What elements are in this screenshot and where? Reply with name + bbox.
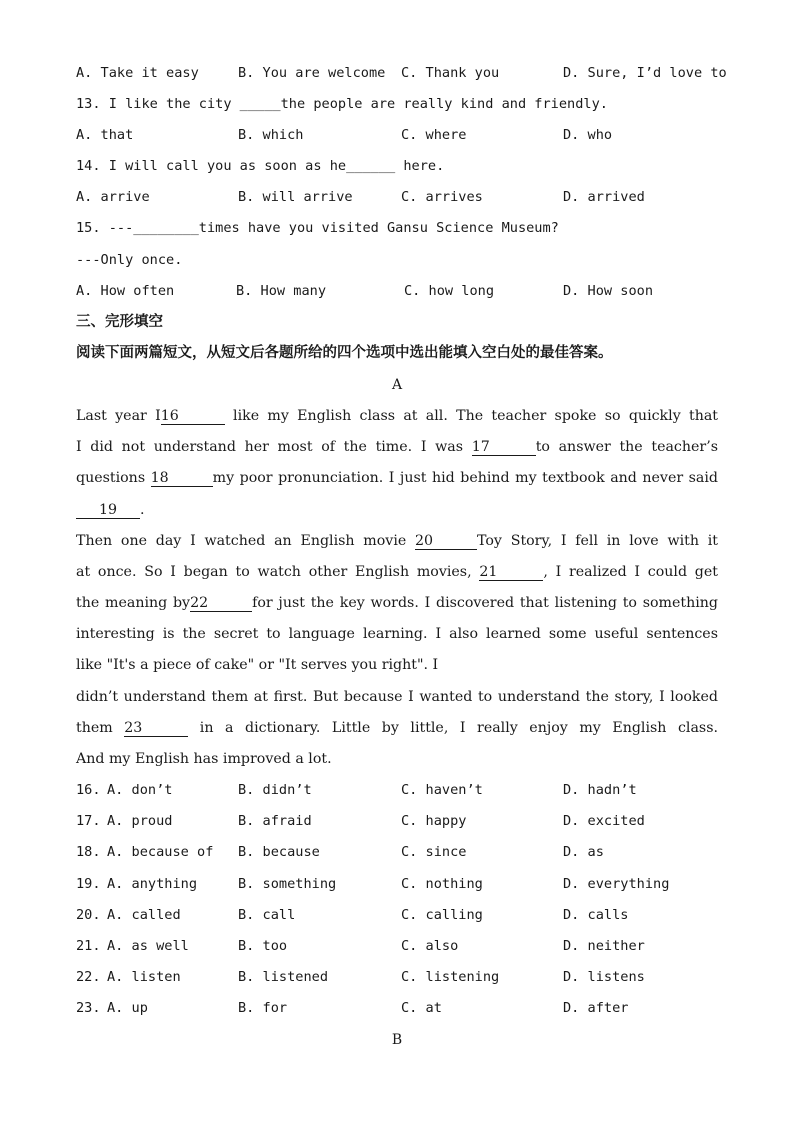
question-option: C. happy — [401, 813, 467, 830]
q12-option-b: B. You are welcome — [238, 65, 386, 81]
question-option: A. up — [107, 1000, 148, 1017]
question-number: 22. — [76, 969, 101, 986]
q13-option-b: B. which — [238, 127, 304, 143]
q15-option-d: D. How soon — [563, 283, 654, 299]
q15-option-b: B. How many — [236, 283, 327, 299]
question-option: B. too — [238, 938, 288, 954]
text: my poor pronunciation. I just hid behind my textbook and never said — [212, 470, 718, 486]
passage-a-line-12: And my English has improved a lot. — [76, 751, 332, 767]
question-option: D. hadn’t — [563, 782, 637, 798]
question-option: B. because — [238, 844, 320, 861]
passage-a-line-2 — [76, 437, 718, 457]
text: questions — [76, 470, 146, 486]
text: . — [140, 502, 145, 518]
question-number: 20. — [76, 906, 101, 923]
q14-stem: 14. I will call you as soon as he______ here. — [76, 158, 445, 174]
text: I did not understand her most of the time. I was — [76, 439, 464, 455]
passage-a-line-6 — [76, 562, 718, 582]
q14-option-c: C. arrives — [401, 189, 483, 205]
text: at once. So I began to watch other English movies, — [76, 564, 472, 580]
passage-a-line-1 — [76, 406, 718, 426]
q12-option-d: D. Sure, I’d love to — [563, 65, 727, 81]
text: the meaning by — [76, 595, 191, 611]
q15-reply: ---Only once. — [76, 252, 183, 268]
blank-21: 21 — [479, 564, 543, 581]
q14-option-d: D. arrived — [563, 189, 645, 205]
question-option: A. as well — [107, 938, 189, 954]
question-number: 23. — [76, 1000, 101, 1017]
q13-stem: 13. I like the city _____the people are really kind and friendly. — [76, 96, 608, 112]
question-option: C. nothing — [401, 875, 483, 892]
blank-17: 17 — [472, 439, 536, 456]
q12-option-a: A. Take it easy — [76, 65, 199, 81]
text: to answer the teacher’s — [535, 439, 718, 455]
question-option: C. also — [401, 938, 459, 954]
passage-a-line-7 — [76, 593, 718, 613]
q14-option-a: A. arrive — [76, 189, 150, 205]
question-number: 18. — [76, 844, 101, 861]
q15-option-a: A. How often — [76, 283, 175, 299]
text: Last year I — [76, 408, 161, 424]
question-option: C. since — [401, 844, 467, 861]
section-instruction: 阅读下面两篇短文，从短文后各题所给的四个选项中选出能填入空白处的最佳答案。 — [76, 345, 613, 361]
q13-option-a: A. that — [76, 127, 134, 143]
question-option: A. anything — [107, 875, 198, 892]
passage-a-line-5 — [76, 531, 718, 551]
question-option: C. calling — [401, 906, 483, 923]
question-option: D. as — [563, 844, 604, 861]
blank-18: 18 — [151, 470, 213, 487]
passage-a-label: A — [391, 377, 403, 393]
question-option: C. at — [401, 1000, 442, 1017]
question-option: C. listening — [401, 969, 500, 986]
q14-option-b: B. will arrive — [238, 189, 353, 205]
question-option: A. because of — [107, 844, 214, 861]
question-option: B. for — [238, 1000, 288, 1017]
blank-16: 16 — [161, 408, 225, 425]
q12-option-c: C. Thank you — [401, 65, 500, 81]
passage-a-line-9: like "It's a piece of cake" or "It serves you right". I — [76, 657, 439, 673]
passage-a-line-11 — [76, 718, 718, 738]
question-option: B. didn’t — [238, 782, 312, 798]
question-option: B. something — [238, 875, 337, 892]
question-option: A. proud — [107, 813, 173, 830]
passage-a-line-4 — [76, 500, 718, 520]
blank-19: 19 — [76, 502, 140, 519]
question-option: C. haven’t — [401, 782, 483, 798]
text: in a dictionary. Little by little, I really enjoy my English class. — [199, 720, 718, 736]
blank-23: 23 — [124, 720, 188, 737]
question-option: D. everything — [563, 875, 670, 892]
passage-a-line-3 — [76, 468, 718, 488]
question-option: B. afraid — [238, 813, 312, 830]
question-option: A. listen — [107, 969, 181, 986]
text: , I realized I could get — [543, 564, 718, 580]
text: like my English class at all. The teacher spoke so quickly that — [233, 408, 719, 424]
q15-stem: 15. ---________times have you visited Gansu Science Museum? — [76, 220, 559, 236]
question-option: B. call — [238, 906, 296, 923]
question-option: D. listens — [563, 969, 645, 986]
question-option: A. don’t — [107, 782, 173, 798]
passage-a-line-10: didn’t understand them at first. But because I wanted to understand the story, I looked — [76, 689, 718, 705]
question-number: 19. — [76, 875, 101, 892]
question-option: B. listened — [238, 969, 329, 986]
q15-option-c: C. how long — [404, 283, 495, 299]
passage-b-label: B — [391, 1032, 403, 1048]
question-option: D. neither — [563, 938, 645, 954]
question-option: D. excited — [563, 813, 645, 830]
blank-22: 22 — [190, 595, 252, 612]
question-number: 17. — [76, 813, 101, 830]
question-option: D. calls — [563, 906, 629, 923]
q13-option-c: C. where — [401, 127, 467, 143]
passage-a-line-8: interesting is the secret to language learning. I also learned some useful sentences — [76, 626, 718, 642]
text: them — [76, 720, 113, 736]
section-title: 三、完形填空 — [76, 314, 163, 330]
question-number: 16. — [76, 782, 101, 798]
question-option: A. called — [107, 906, 181, 923]
question-option: D. after — [563, 1000, 629, 1017]
text: Then one day I watched an English movie — [76, 533, 407, 549]
question-number: 21. — [76, 938, 101, 954]
blank-20: 20 — [415, 533, 477, 550]
q13-option-d: D. who — [563, 127, 613, 143]
text: for just the key words. I discovered that listening to something — [252, 595, 718, 611]
text: Toy Story, I fell in love with it — [477, 533, 718, 549]
